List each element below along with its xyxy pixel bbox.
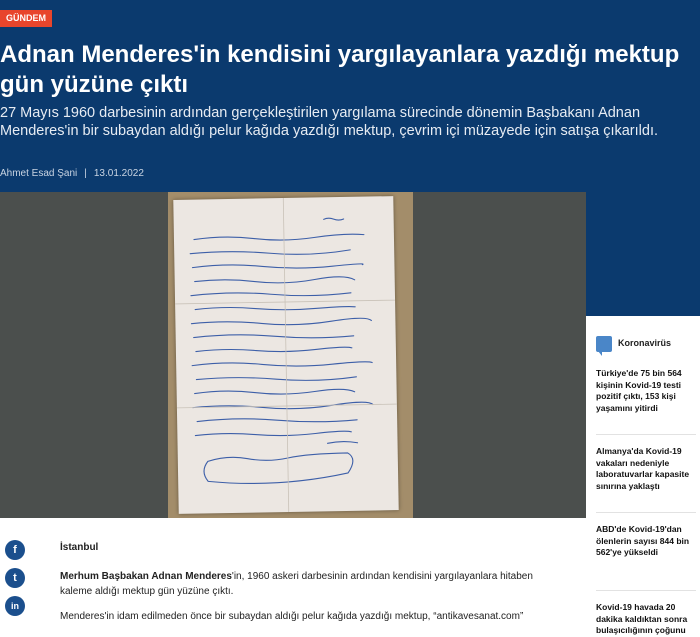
related-news-sidebar bbox=[586, 316, 700, 635]
twitter-icon: t bbox=[13, 572, 17, 584]
dateline-location: İstanbul bbox=[60, 542, 99, 553]
sidebar-news-link[interactable]: Türkiye'de 75 bin 564 kişinin Kovid-19 testi pozitif çıktı, 153 kişi yaşamını yitirdi bbox=[596, 368, 682, 413]
publish-date: 13.01.2022 bbox=[93, 168, 144, 179]
linkedin-share-button[interactable] bbox=[5, 596, 25, 616]
article-title: Adnan Menderes'in kendisini yargılayanlara yazdığı mektup gün yüzüne çıktı bbox=[0, 41, 680, 98]
sidebar-title[interactable]: Koronavirüs bbox=[618, 338, 672, 348]
article-photo bbox=[0, 192, 586, 518]
sidebar-news-link[interactable]: Almanya'da Kovid-19 vakaları nedeniyle laboratuvarlar kapasite sınırına yaklaştı bbox=[596, 446, 690, 491]
paragraph-text: 'in, 1960 askeri darbesinin ardından kendisini yargılayanlara hitaben kaleme aldığı mektup gün yüzüne çıktı. bbox=[60, 571, 533, 597]
article-body bbox=[60, 540, 560, 624]
paragraph-bold-lead: Merhum Başbakan Adnan Menderes bbox=[60, 571, 232, 582]
article-lead: 27 Mayıs 1960 darbesinin ardından gerçekleştirilen yargılama sürecinde dönemin Başbakanı Adnan Menderes'in bir subaydan aldığı pelur kağıda yazdığı mektup, çevrim içi müzayede için satışa çıkarıldı. bbox=[0, 105, 659, 139]
linkedin-icon: in bbox=[11, 601, 19, 611]
category-badge[interactable]: GÜNDEM bbox=[0, 10, 52, 27]
article-paragraph: Menderes'in idam edilmeden önce bir subaydan aldığı pelur kağıda yazdığı mektup, “antikavesanat.com” bbox=[60, 611, 524, 622]
twitter-share-button[interactable] bbox=[5, 568, 25, 588]
divider bbox=[596, 434, 696, 435]
speech-bubble-icon bbox=[596, 336, 612, 352]
handwritten-letter bbox=[173, 196, 398, 514]
divider bbox=[596, 590, 696, 591]
facebook-share-button[interactable] bbox=[5, 540, 25, 560]
article-meta bbox=[0, 168, 144, 180]
handwriting-strokes bbox=[173, 196, 398, 514]
divider bbox=[596, 512, 696, 513]
meta-separator: | bbox=[84, 168, 87, 179]
sidebar-news-link[interactable]: ABD'de Kovid-19'dan ölenlerin sayısı 844 bin 562'ye yükseldi bbox=[596, 524, 690, 557]
author-name[interactable]: Ahmet Esad Şani bbox=[0, 168, 78, 179]
sidebar-news-link[interactable]: Kovid-19 havada 20 dakika kaldıktan sonra bulaşıcılığının çoğunu bbox=[596, 602, 688, 635]
letter-image bbox=[168, 192, 413, 518]
article-paragraph bbox=[60, 569, 560, 599]
facebook-icon: f bbox=[13, 544, 17, 556]
